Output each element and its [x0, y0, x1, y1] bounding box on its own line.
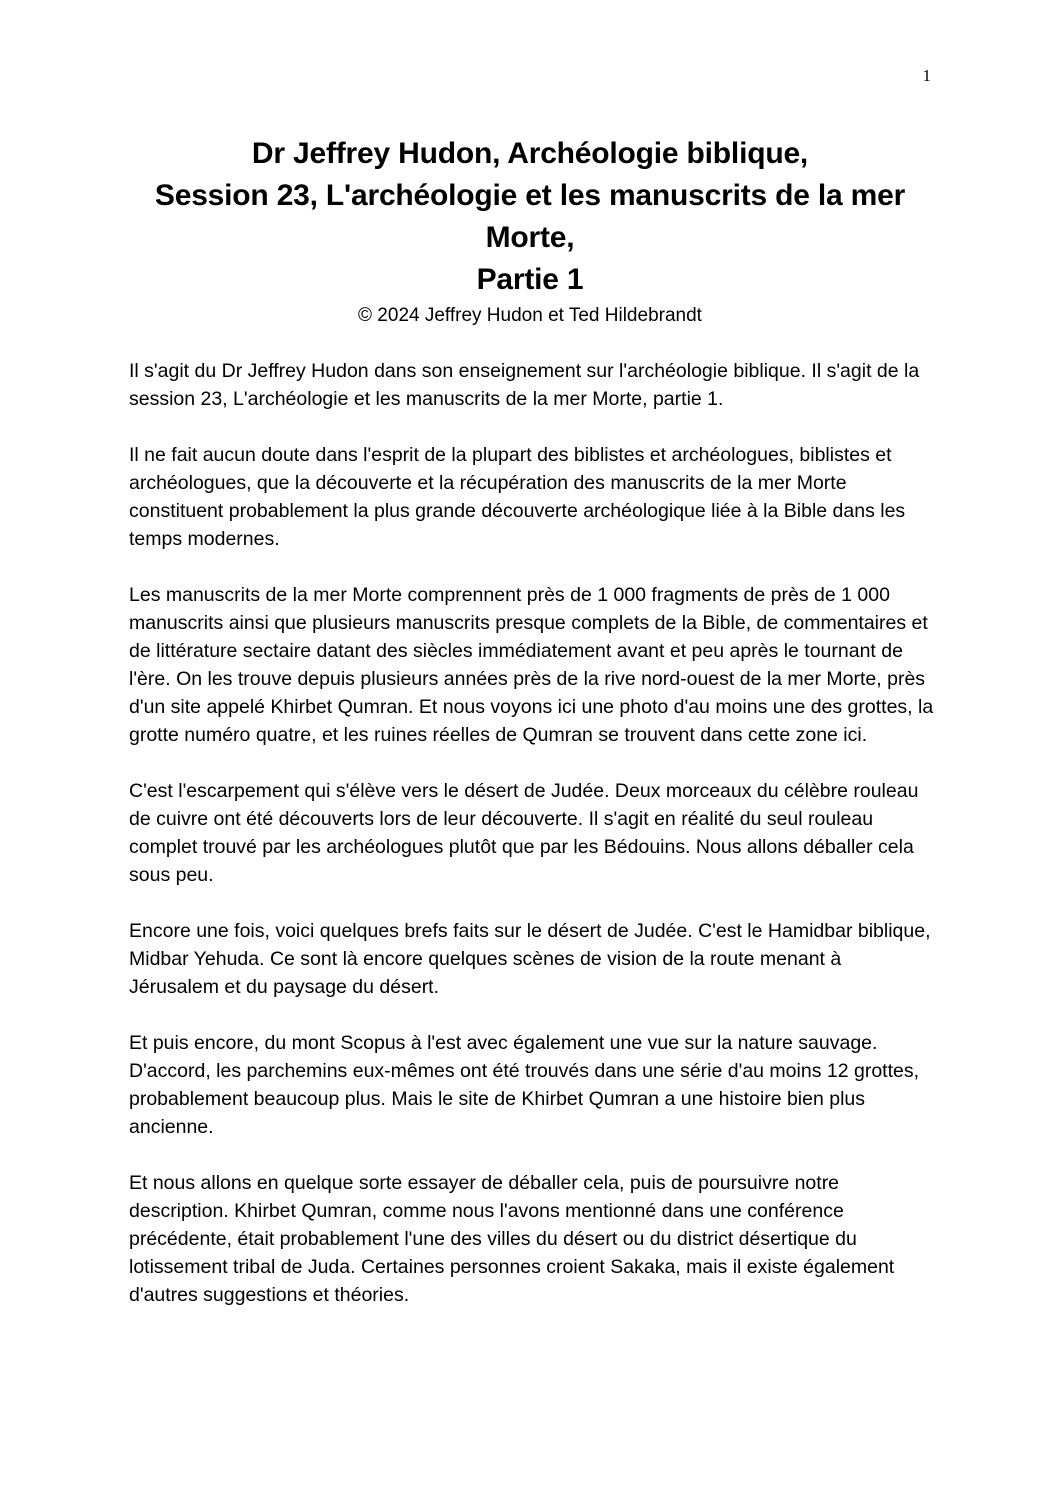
paragraph-4: C'est l'escarpement qui s'élève vers le désert de Judée. Deux morceaux du célèbre rouleau de cuivre ont été découverts lors de leur découverte. Il s'agit en réalité du seul rouleau complet trouvé par les archéologues plutôt que par les Bédouins. Nous allons déballer cela sous peu. — [129, 780, 919, 886]
paragraph-2: Il ne fait aucun doute dans l'esprit de la plupart des biblistes et archéologues, biblistes et archéologues, que la découverte et la récupération des manuscrits de la mer Morte constituent probablement la plus grande découverte archéologique liée à la Bible dans les temps modernes. — [129, 444, 906, 550]
paragraph-3: Les manuscrits de la mer Morte comprennent près de 1 000 fragments de près de 1 000 manuscrits ainsi que plusieurs manuscrits presque complets de la Bible, de commentaires et de littérature sectaire datant des siècles immédiatement avant et peu après le tournant de l'ère. On les trouve depuis plusieurs années près de la rive nord-ouest de la mer Morte, près d'un site appelé Khirbet Qumran. Et nous voyons ici une photo d'au moins une des grottes, la grotte numéro quatre, et les ruines réelles de Qumran se trouvent dans cette zone ici. — [129, 584, 934, 746]
page-number: 1 — [922, 66, 931, 85]
paragraph-6: Et puis encore, du mont Scopus à l'est avec également une vue sur la nature sauvage. D'accord, les parchemins eux-mêmes ont été trouvés dans une série d'au moins 12 grottes, probablement beaucoup plus. Mais le site de Khirbet Qumran a une histoire bien plus ancienne. — [129, 1032, 920, 1138]
title-line-4: Partie 1 — [476, 263, 584, 296]
body-text — [129, 357, 934, 1337]
paragraph-7: Et nous allons en quelque sorte essayer de déballer cela, puis de poursuivre notre description. Khirbet Qumran, comme nous l'avons mentionné dans une conférence précédente, était probablement l'une des villes du désert ou du district désertique du lotissement tribal de Juda. Certaines personnes croient Sakaka, mais il existe également d'autres suggestions et théories. — [129, 1172, 895, 1306]
title-line-1: Dr Jeffrey Hudon, Archéologie biblique, — [251, 137, 809, 170]
paragraph-5: Encore une fois, voici quelques brefs faits sur le désert de Judée. C'est le Hamidbar biblique, Midbar Yehuda. Ce sont là encore quelques scènes de vision de la route menant à Jérusalem et du paysage du désert. — [129, 920, 931, 998]
title-block — [90, 133, 970, 329]
title-line-3: Morte, — [485, 221, 575, 254]
title-line-2: Session 23, L'archéologie et les manuscrits de la mer — [154, 179, 906, 212]
paragraph-1: Il s'agit du Dr Jeffrey Hudon dans son enseignement sur l'archéologie biblique. Il s'agit de la session 23, L'archéologie et les manuscrits de la mer Morte, partie 1. — [129, 360, 920, 410]
copyright-notice: © 2024 Jeffrey Hudon et Ted Hildebrandt — [358, 305, 702, 326]
